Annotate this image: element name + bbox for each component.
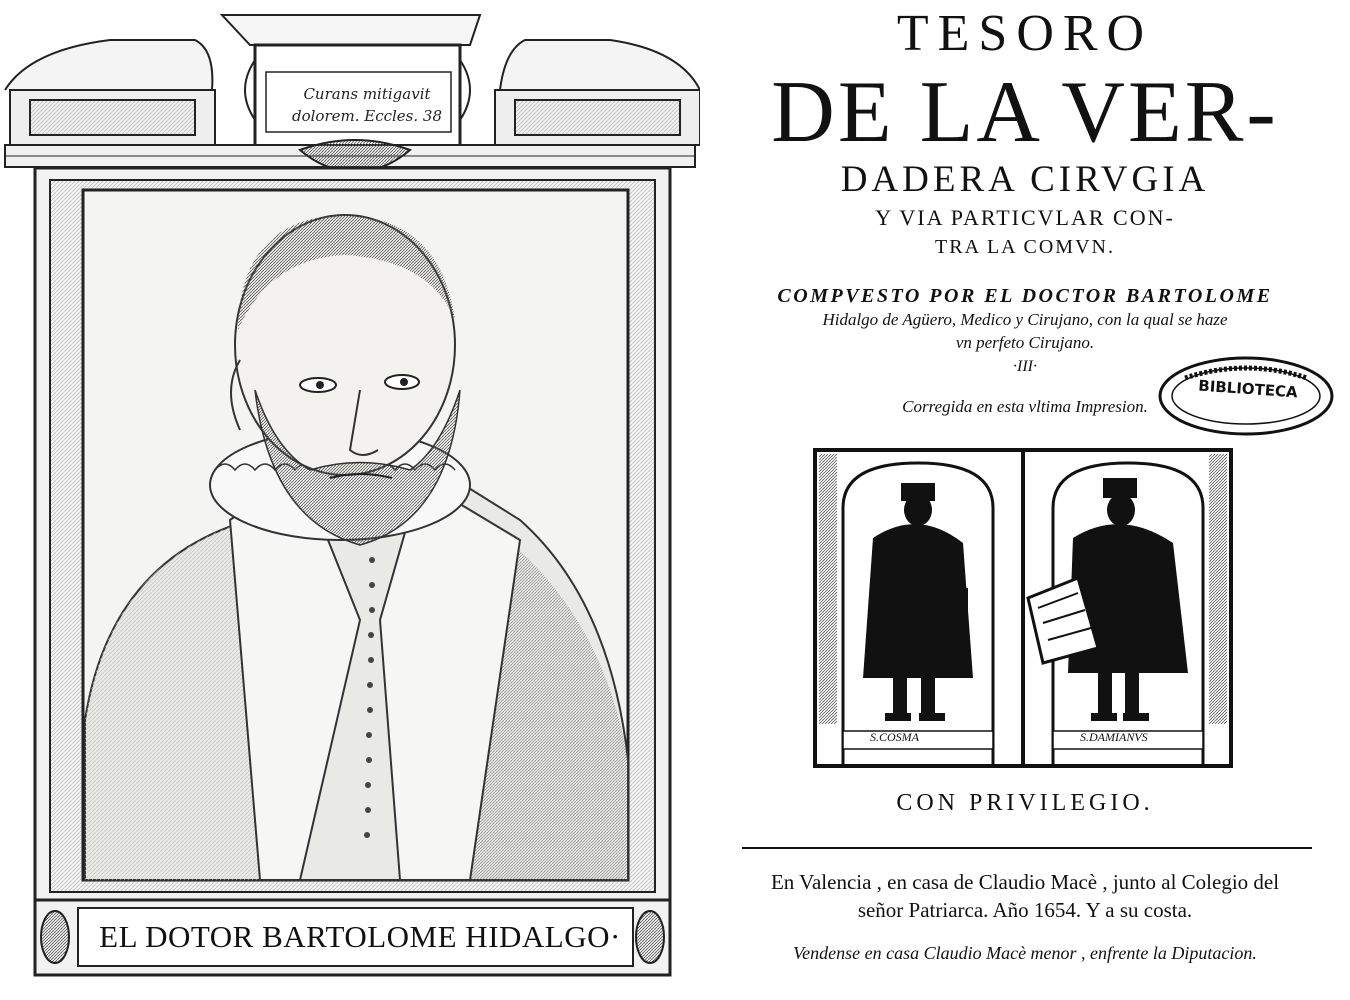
- library-stamp-text: BIBLIOTECA: [1197, 376, 1299, 402]
- title-line-1: TESORO: [896, 5, 1154, 62]
- woodcut-saints: [813, 448, 1233, 768]
- sale-note: Vendense en casa Claudio Macè menor , enfrente la Diputacion.: [793, 943, 1257, 963]
- title-line-2: DE LA VER-: [771, 64, 1279, 161]
- title-page: [700, 0, 1350, 1000]
- ornament: ·III·: [1013, 358, 1037, 375]
- motto-line-1: Curans mitigavit: [303, 85, 431, 103]
- edition-note: Corregida en esta vltima Impresion.: [902, 397, 1148, 416]
- horizontal-rule: [742, 847, 1312, 849]
- title-line-5: TRA LA COMVN.: [935, 236, 1115, 258]
- woodcut-label-cosma: S.COSMA: [870, 730, 919, 744]
- author-line-3: vn perfeto Cirujano.: [955, 333, 1095, 352]
- author-line-2: Hidalgo de Agüero, Medico y Cirujano, con la qual se haze: [822, 310, 1228, 329]
- imprint-line-2: señor Patriarca. Año 1654. Y a su costa.: [857, 898, 1193, 922]
- author-line-1: COMPVESTO POR EL DOCTOR BARTOLOME: [777, 285, 1273, 307]
- motto-line-2: dolorem. Eccles. 38: [291, 107, 442, 125]
- title-line-4: Y VIA PARTICVLAR CON-: [875, 205, 1175, 230]
- woodcut-label-damianus: S.DAMIANVS: [1080, 730, 1148, 744]
- title-line-3: DADERA CIRVGIA: [840, 159, 1210, 200]
- motto-inscription: [272, 83, 462, 127]
- portrait-caption: EL DOTOR BARTOLOME HIDALGO·: [99, 919, 621, 954]
- privilege-line: CON PRIVILEGIO.: [896, 790, 1154, 816]
- imprint-line-1: En Valencia , en casa de Claudio Macè , junto al Colegio del: [770, 870, 1280, 894]
